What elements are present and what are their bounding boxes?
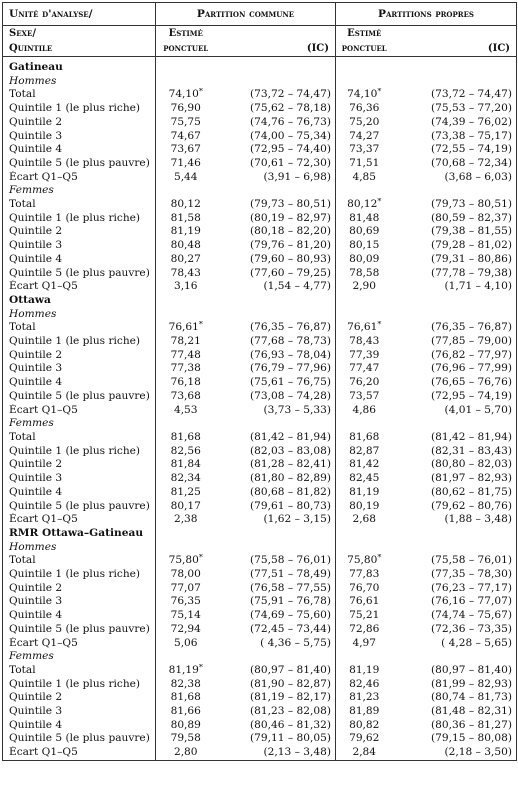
row-label: Quintile 2 [9, 691, 63, 704]
est-header-own-2: ponctuel [336, 41, 393, 57]
table-row [3, 116, 517, 130]
significance-mark: * [198, 663, 203, 672]
table-row [3, 595, 517, 609]
estimate-common: 80,89 [156, 719, 216, 733]
row-label: Quintile 3 [9, 129, 63, 142]
est-header-own-1: Estimé [336, 26, 393, 42]
region-row [3, 294, 517, 308]
ci-common: (74,00 – 75,34) [250, 129, 331, 142]
ci-common: (82,03 – 83,08) [250, 444, 331, 457]
sex-name: Hommes [9, 307, 57, 320]
estimate-common: 81,58 [156, 212, 216, 226]
table-row [3, 404, 517, 418]
sex-row [3, 541, 517, 555]
estimate-own: 81,48 [336, 212, 393, 226]
row-label: Quintile 4 [9, 252, 63, 265]
estimate-own: 73,37 [336, 143, 393, 157]
row-label: Écart Q1–Q5 [9, 636, 78, 649]
estimate-own: 76,61* [336, 321, 393, 335]
sex-name: Femmes [9, 184, 54, 197]
table-row [3, 431, 517, 445]
life-expectancy-table [2, 2, 517, 761]
group-own-header: Partitions propres [336, 3, 517, 26]
ci-own: (79,62 – 80,76) [431, 499, 513, 512]
significance-mark: * [198, 554, 203, 563]
estimate-common: 74,10* [156, 88, 216, 102]
row-label: Quintile 3 [9, 239, 63, 252]
table-row [3, 664, 517, 678]
ci-own: ( 4,28 – 5,65) [441, 636, 513, 649]
row-label: Écart Q1–Q5 [9, 170, 78, 183]
estimate-common: 81,25 [156, 486, 216, 500]
ci-common: (76,35 – 76,87) [250, 321, 331, 334]
row-label: Total [9, 663, 36, 676]
estimate-common: 81,19* [156, 664, 216, 678]
ci-own: (77,35 – 78,30) [431, 568, 513, 581]
row-label: Quintile 2 [9, 348, 63, 361]
estimate-own: 75,20 [336, 116, 393, 130]
estimate-own: 78,58 [336, 267, 393, 281]
estimate-common: 73,67 [156, 143, 216, 157]
estimate-common: 82,56 [156, 445, 216, 459]
estimate-own: 77,83 [336, 568, 393, 582]
region-name: Gatineau [9, 61, 63, 73]
sex-name: Femmes [9, 650, 54, 663]
ci-own: (1,88 – 3,48) [444, 513, 513, 526]
estimate-own: 2,84 [336, 746, 393, 760]
region-name: Ottawa [9, 293, 51, 306]
estimate-common: 81,84 [156, 458, 216, 472]
significance-mark: * [377, 321, 382, 330]
ci-common: (1,62 – 3,15) [263, 513, 331, 526]
row-label: Écart Q1–Q5 [9, 280, 78, 293]
row-label: Quintile 1 (le plus riche) [9, 102, 141, 115]
estimate-common: 76,61* [156, 321, 216, 335]
table-row [3, 691, 517, 705]
ci-own: (77,85 – 79,00) [431, 335, 513, 348]
ci-common: (74,69 – 75,60) [250, 609, 331, 622]
estimate-common: 2,80 [156, 746, 216, 760]
estimate-own: 80,09 [336, 253, 393, 267]
ci-common: (1,54 – 4,77) [263, 280, 331, 293]
ci-own: (80,74 – 81,73) [431, 691, 513, 704]
estimate-common: 80,12 [156, 198, 216, 212]
estimate-common: 81,66 [156, 705, 216, 719]
estimate-own: 72,86 [336, 623, 393, 637]
row-label: Quintile 4 [9, 609, 63, 622]
estimate-common: 80,27 [156, 253, 216, 267]
estimate-own: 79,62 [336, 732, 393, 746]
region-row [3, 527, 517, 541]
ci-own: (3,68 – 6,03) [444, 170, 513, 183]
ci-own: (4,01 – 5,70) [444, 403, 513, 416]
row-label: Écart Q1–Q5 [9, 403, 78, 416]
estimate-own: 80,19 [336, 500, 393, 514]
estimate-common: 74,67 [156, 130, 216, 144]
estimate-own: 81,42 [336, 458, 393, 472]
header-row-sub1 [3, 26, 517, 42]
table-row [3, 637, 517, 651]
significance-mark: * [377, 198, 382, 207]
ci-common: (75,62 – 78,18) [250, 102, 331, 115]
ci-own: (72,95 – 74,19) [431, 389, 513, 402]
estimate-own: 81,23 [336, 691, 393, 705]
row-label: Quintile 3 [9, 472, 63, 485]
estimate-common: 78,43 [156, 267, 216, 281]
ci-own: (81,42 – 81,94) [431, 430, 513, 443]
ci-common: (79,73 – 80,51) [250, 198, 331, 211]
sex-row [3, 417, 517, 431]
ci-common: (75,91 – 76,78) [250, 595, 331, 608]
estimate-own: 80,15 [336, 239, 393, 253]
row-label: Quintile 4 [9, 143, 63, 156]
ci-common: (79,61 – 80,73) [250, 499, 331, 512]
ci-own: (80,36 – 81,27) [431, 718, 513, 731]
estimate-own: 74,27 [336, 130, 393, 144]
row-label: Quintile 5 (le plus pauvre) [9, 266, 150, 279]
ci-own: (81,97 – 82,93) [431, 472, 513, 485]
ci-own: (79,38 – 81,55) [431, 225, 513, 238]
table-row [3, 130, 517, 144]
table-row [3, 554, 517, 568]
estimate-own: 78,43 [336, 335, 393, 349]
significance-mark: * [377, 554, 382, 563]
ci-own: (74,39 – 76,02) [431, 115, 513, 128]
ci-own: (77,78 – 79,38) [431, 266, 513, 279]
estimate-own: 74,10* [336, 88, 393, 102]
table-row [3, 88, 517, 102]
ci-common: (77,51 – 78,49) [250, 568, 331, 581]
ci-common: (72,45 – 73,44) [250, 622, 331, 635]
estimate-common: 73,68 [156, 390, 216, 404]
estimate-own: 76,36 [336, 102, 393, 116]
estimate-own: 2,68 [336, 513, 393, 527]
ci-common: (3,91 – 6,98) [263, 170, 331, 183]
estimate-own: 77,39 [336, 349, 393, 363]
row-label: Quintile 1 (le plus riche) [9, 211, 141, 224]
row-label: Quintile 3 [9, 705, 63, 718]
table-row [3, 500, 517, 514]
est-header-common-2: ponctuel [156, 41, 216, 57]
estimate-common: 72,94 [156, 623, 216, 637]
ci-common: (73,08 – 74,28) [250, 389, 331, 402]
table-row [3, 609, 517, 623]
table-row [3, 212, 517, 226]
estimate-own: 4,97 [336, 637, 393, 651]
significance-mark: * [198, 88, 203, 97]
ci-own: (70,68 – 72,34) [431, 156, 513, 169]
sex-row [3, 650, 517, 664]
ci-common: (76,58 – 77,55) [250, 581, 331, 594]
table-row [3, 376, 517, 390]
ci-common: (74,76 – 76,73) [250, 115, 331, 128]
ci-own: (80,62 – 81,75) [431, 485, 513, 498]
table-row [3, 362, 517, 376]
estimate-common: 5,44 [156, 171, 216, 185]
estimate-own: 81,89 [336, 705, 393, 719]
ci-own: (76,35 – 76,87) [431, 321, 513, 334]
estimate-own: 76,70 [336, 582, 393, 596]
table-row [3, 225, 517, 239]
ci-common: (80,46 – 81,32) [250, 718, 331, 731]
header-row-groups [3, 3, 517, 26]
estimate-common: 81,68 [156, 431, 216, 445]
ci-common: (81,23 – 82,08) [250, 705, 331, 718]
ci-common: (79,11 – 80,05) [250, 732, 331, 745]
table-row [3, 582, 517, 596]
estimate-own: 81,68 [336, 431, 393, 445]
row-label: Quintile 4 [9, 485, 63, 498]
estimate-own: 73,57 [336, 390, 393, 404]
table-row [3, 472, 517, 486]
sex-name: Hommes [9, 74, 57, 87]
table-row [3, 267, 517, 281]
estimate-common: 2,38 [156, 513, 216, 527]
ci-common: (80,97 – 81,40) [250, 663, 331, 676]
ci-common: (81,80 – 82,89) [250, 472, 331, 485]
estimate-common: 75,14 [156, 609, 216, 623]
estimate-common: 77,48 [156, 349, 216, 363]
ci-own: (79,31 – 80,86) [431, 252, 513, 265]
table-row [3, 568, 517, 582]
row-label: Quintile 3 [9, 362, 63, 375]
estimate-common: 78,21 [156, 335, 216, 349]
ci-common: (77,68 – 78,73) [250, 335, 331, 348]
table-row [3, 335, 517, 349]
table-row [3, 280, 517, 294]
table-row [3, 705, 517, 719]
table-row [3, 253, 517, 267]
estimate-own: 80,12* [336, 198, 393, 212]
estimate-common: 79,58 [156, 732, 216, 746]
ci-own: (76,23 – 77,17) [431, 581, 513, 594]
estimate-own: 71,51 [336, 157, 393, 171]
estimate-own: 81,19 [336, 664, 393, 678]
row-label: Écart Q1–Q5 [9, 746, 78, 759]
estimate-own: 80,82 [336, 719, 393, 733]
table-row [3, 198, 517, 212]
ci-common: (72,95 – 74,40) [250, 143, 331, 156]
estimate-own: 77,47 [336, 362, 393, 376]
group-common-header: Partition commune [156, 3, 336, 26]
estimate-common: 4,53 [156, 404, 216, 418]
ci-common: (80,68 – 81,82) [250, 485, 331, 498]
est-header-common-1: Estimé [156, 26, 216, 42]
estimate-common: 77,07 [156, 582, 216, 596]
sex-name: Hommes [9, 540, 57, 553]
estimate-common: 78,00 [156, 568, 216, 582]
sex-row [3, 75, 517, 89]
row-label: Quintile 2 [9, 581, 63, 594]
estimate-own: 4,86 [336, 404, 393, 418]
estimate-own: 75,21 [336, 609, 393, 623]
ci-own: (80,80 – 82,03) [431, 458, 513, 471]
ci-own: (75,58 – 76,01) [431, 554, 513, 567]
region-row [3, 61, 517, 75]
ci-common: (77,60 – 79,25) [250, 266, 331, 279]
sex-label: Sexe/ [9, 28, 36, 39]
ci-common: ( 4,36 – 5,75) [260, 636, 331, 649]
table-row [3, 719, 517, 733]
significance-mark: * [198, 321, 203, 330]
table-row [3, 513, 517, 527]
sex-row [3, 184, 517, 198]
row-label: Quintile 1 (le plus riche) [9, 568, 141, 581]
row-label: Quintile 5 (le plus pauvre) [9, 389, 150, 402]
estimate-own: 80,69 [336, 225, 393, 239]
ci-own: (74,74 – 75,67) [431, 609, 513, 622]
ci-own: (1,71 – 4,10) [444, 280, 513, 293]
table-row [3, 349, 517, 363]
quintile-label: Quintile [3, 41, 156, 57]
table-row [3, 732, 517, 746]
ci-own: (79,73 – 80,51) [431, 198, 513, 211]
estimate-common: 75,80* [156, 554, 216, 568]
estimate-own: 2,90 [336, 280, 393, 294]
ci-common: (81,90 – 82,87) [250, 677, 331, 690]
table-row [3, 102, 517, 116]
estimate-common: 77,38 [156, 362, 216, 376]
table-row [3, 746, 517, 760]
unit-label: Unité d'analyse/ [3, 3, 156, 26]
ci-own: (80,97 – 81,40) [431, 663, 513, 676]
ci-common: (81,42 – 81,94) [250, 430, 331, 443]
row-label: Quintile 5 (le plus pauvre) [9, 732, 150, 745]
ci-common: (80,19 – 82,97) [250, 211, 331, 224]
row-label: Quintile 5 (le plus pauvre) [9, 622, 150, 635]
row-label: Quintile 1 (le plus riche) [9, 444, 141, 457]
ci-common: (81,28 – 82,41) [250, 458, 331, 471]
estimate-common: 80,17 [156, 500, 216, 514]
ci-own: (72,36 – 73,35) [431, 622, 513, 635]
row-label: Total [9, 88, 36, 101]
table-row [3, 321, 517, 335]
ci-own: (80,59 – 82,37) [431, 211, 513, 224]
ci-common: (70,61 – 72,30) [250, 156, 331, 169]
estimate-own: 76,20 [336, 376, 393, 390]
row-label: Quintile 2 [9, 225, 63, 238]
table-row [3, 143, 517, 157]
row-label: Quintile 2 [9, 115, 63, 128]
ci-common: (76,79 – 77,96) [250, 362, 331, 375]
ci-common: (80,18 – 82,20) [250, 225, 331, 238]
row-label: Total [9, 198, 36, 211]
row-label: Quintile 4 [9, 718, 63, 731]
estimate-common: 82,34 [156, 472, 216, 486]
row-label: Quintile 1 (le plus riche) [9, 677, 141, 690]
ci-own: (82,31 – 83,43) [431, 444, 513, 457]
header-row-sub2 [3, 41, 517, 57]
estimate-common: 80,48 [156, 239, 216, 253]
row-label: Quintile 5 (le plus pauvre) [9, 156, 150, 169]
ci-common: (79,60 – 80,93) [250, 252, 331, 265]
table-row [3, 157, 517, 171]
ci-own: (73,72 – 74,47) [431, 88, 513, 101]
row-label: Quintile 3 [9, 595, 63, 608]
ci-common: (3,73 – 5,33) [263, 403, 331, 416]
ci-header-own: (IC) [393, 41, 517, 57]
table-row [3, 171, 517, 185]
estimate-common: 81,68 [156, 691, 216, 705]
ci-own: (76,65 – 76,76) [431, 376, 513, 389]
estimate-own: 81,19 [336, 486, 393, 500]
ci-own: (81,48 – 82,31) [431, 705, 513, 718]
ci-own: (2,18 – 3,50) [444, 746, 513, 759]
estimate-own: 76,61 [336, 595, 393, 609]
significance-mark: * [377, 88, 382, 97]
estimate-common: 82,38 [156, 678, 216, 692]
estimate-common: 76,35 [156, 595, 216, 609]
estimate-own: 75,80* [336, 554, 393, 568]
estimate-own: 82,87 [336, 445, 393, 459]
ci-common: (2,13 – 3,48) [263, 746, 331, 759]
estimate-own: 4,85 [336, 171, 393, 185]
estimate-common: 3,16 [156, 280, 216, 294]
estimate-common: 5,06 [156, 637, 216, 651]
table-row [3, 458, 517, 472]
ci-own: (76,16 – 77,07) [431, 595, 513, 608]
ci-common: (81,19 – 82,17) [250, 691, 331, 704]
row-label: Total [9, 321, 36, 334]
table-row [3, 445, 517, 459]
ci-common: (76,93 – 78,04) [250, 348, 331, 361]
row-label: Quintile 2 [9, 458, 63, 471]
sex-row [3, 308, 517, 322]
table-row [3, 623, 517, 637]
row-label: Quintile 4 [9, 376, 63, 389]
ci-common: (79,76 – 81,20) [250, 239, 331, 252]
estimate-own: 82,45 [336, 472, 393, 486]
row-label: Quintile 5 (le plus pauvre) [9, 499, 150, 512]
ci-common: (75,61 – 76,75) [250, 376, 331, 389]
table-body [3, 57, 517, 761]
table-row [3, 486, 517, 500]
ci-own: (81,99 – 82,93) [431, 677, 513, 690]
ci-own: (75,53 – 77,20) [431, 102, 513, 115]
ci-common: (73,72 – 74,47) [250, 88, 331, 101]
table-row [3, 390, 517, 404]
table-row [3, 678, 517, 692]
row-label: Total [9, 554, 36, 567]
row-label: Quintile 1 (le plus riche) [9, 335, 141, 348]
ci-own: (72,55 – 74,19) [431, 143, 513, 156]
estimate-common: 71,46 [156, 157, 216, 171]
ci-own: (79,15 – 80,08) [431, 732, 513, 745]
ci-own: (76,82 – 77,97) [431, 348, 513, 361]
sex-name: Femmes [9, 417, 54, 430]
estimate-common: 76,18 [156, 376, 216, 390]
ci-common: (75,58 – 76,01) [250, 554, 331, 567]
estimate-common: 76,90 [156, 102, 216, 116]
ci-own: (73,38 – 75,17) [431, 129, 513, 142]
row-label: Écart Q1–Q5 [9, 513, 78, 526]
row-label: Total [9, 430, 36, 443]
estimate-common: 81,19 [156, 225, 216, 239]
table-row [3, 239, 517, 253]
ci-header-common: (IC) [216, 41, 336, 57]
region-name: RMR Ottawa–Gatineau [9, 526, 144, 539]
estimate-common: 75,75 [156, 116, 216, 130]
ci-own: (79,28 – 81,02) [431, 239, 513, 252]
estimate-own: 82,46 [336, 678, 393, 692]
ci-own: (76,96 – 77,99) [431, 362, 513, 375]
